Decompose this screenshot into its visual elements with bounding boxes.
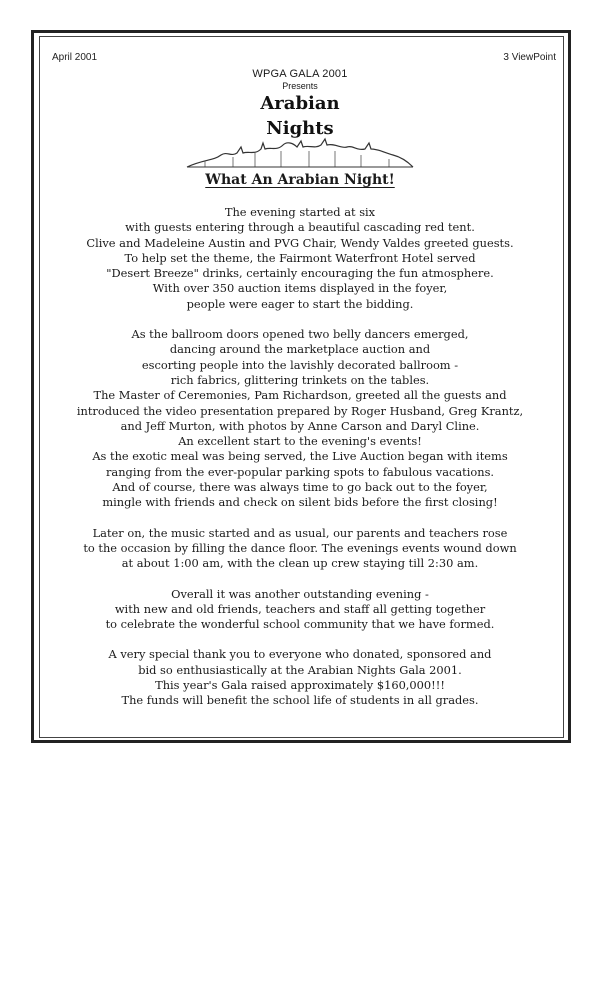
article-line: The funds will benefit the school life of students in all grades. bbox=[121, 693, 479, 708]
skyline-illustration bbox=[185, 137, 415, 169]
article-line: to celebrate the wonderful school community that we have formed. bbox=[105, 617, 495, 632]
article-line: As the ballroom doors opened two belly dancers emerged, bbox=[131, 327, 469, 342]
article-line: Overall it was another outstanding evening - bbox=[171, 586, 429, 601]
article-line: An excellent start to the evening's events! bbox=[178, 434, 422, 449]
article-line: people were eager to start the bidding. bbox=[186, 296, 414, 311]
article-line: bid so enthusiastically at the Arabian Nights Gala 2001. bbox=[138, 662, 462, 677]
article-line: To help set the theme, the Fairmont Waterfront Hotel served bbox=[124, 250, 476, 265]
article-line: and Jeff Murton, with photos by Anne Carson and Daryl Cline. bbox=[120, 418, 480, 433]
article-body bbox=[40, 205, 560, 724]
article-line: escorting people into the lavishly decorated ballroom - bbox=[141, 357, 459, 372]
article-line: "Desert Breeze" drinks, certainly encouraging the fun atmosphere. bbox=[106, 266, 494, 281]
title-line-2: Nights bbox=[266, 118, 334, 139]
article-line: As the exotic meal was being served, the Live Auction began with items bbox=[92, 449, 508, 464]
article-paragraph bbox=[40, 205, 560, 312]
article-line: rich fabrics, glittering trinkets on the tables. bbox=[170, 372, 430, 387]
article-line: at about 1:00 am, with the clean up crew staying till 2:30 am. bbox=[121, 556, 479, 571]
article-line: And of course, there was always time to go back out to the foyer, bbox=[112, 480, 488, 495]
issue-date: April 2001 bbox=[52, 52, 98, 63]
page-label: 3 ViewPoint bbox=[503, 52, 556, 63]
article-line: to the occasion by filling the dance floor. The evenings events wound down bbox=[83, 540, 517, 555]
article-line: introduced the video presentation prepared by Roger Husband, Greg Krantz, bbox=[76, 403, 524, 418]
article-paragraph bbox=[40, 327, 560, 511]
title-line-1: Arabian bbox=[260, 93, 340, 114]
event-name: WPGA GALA 2001 bbox=[252, 68, 348, 80]
article-line: A very special thank you to everyone who donated, sponsored and bbox=[108, 647, 492, 662]
article-line: dancing around the marketplace auction and bbox=[169, 342, 431, 357]
article-paragraph bbox=[40, 587, 560, 633]
article-line: with guests entering through a beautiful cascading red tent. bbox=[125, 220, 475, 235]
article-line: Clive and Madeleine Austin and PVG Chair, Wendy Valdes greeted guests. bbox=[86, 235, 514, 250]
article-line: with new and old friends, teachers and staff all getting together bbox=[114, 601, 486, 616]
article-line: ranging from the ever-popular parking spots to fabulous vacations. bbox=[105, 464, 495, 479]
headline-text: What An Arabian Night! bbox=[205, 172, 395, 188]
presents-label: Presents bbox=[282, 81, 318, 91]
article-paragraph bbox=[40, 647, 560, 708]
article-line: The Master of Ceremonies, Pam Richardson, greeted all the guests and bbox=[93, 388, 507, 403]
article-paragraph bbox=[40, 526, 560, 572]
article-line: mingle with friends and check on silent bids before the first closing! bbox=[102, 495, 498, 510]
article-headline bbox=[0, 172, 600, 188]
article-line: With over 350 auction items displayed in the foyer, bbox=[152, 281, 448, 296]
article-line: This year's Gala raised approximately $160,000!!! bbox=[155, 678, 445, 693]
article-line: Later on, the music started and as usual, our parents and teachers rose bbox=[92, 525, 508, 540]
article-line: The evening started at six bbox=[224, 205, 376, 219]
